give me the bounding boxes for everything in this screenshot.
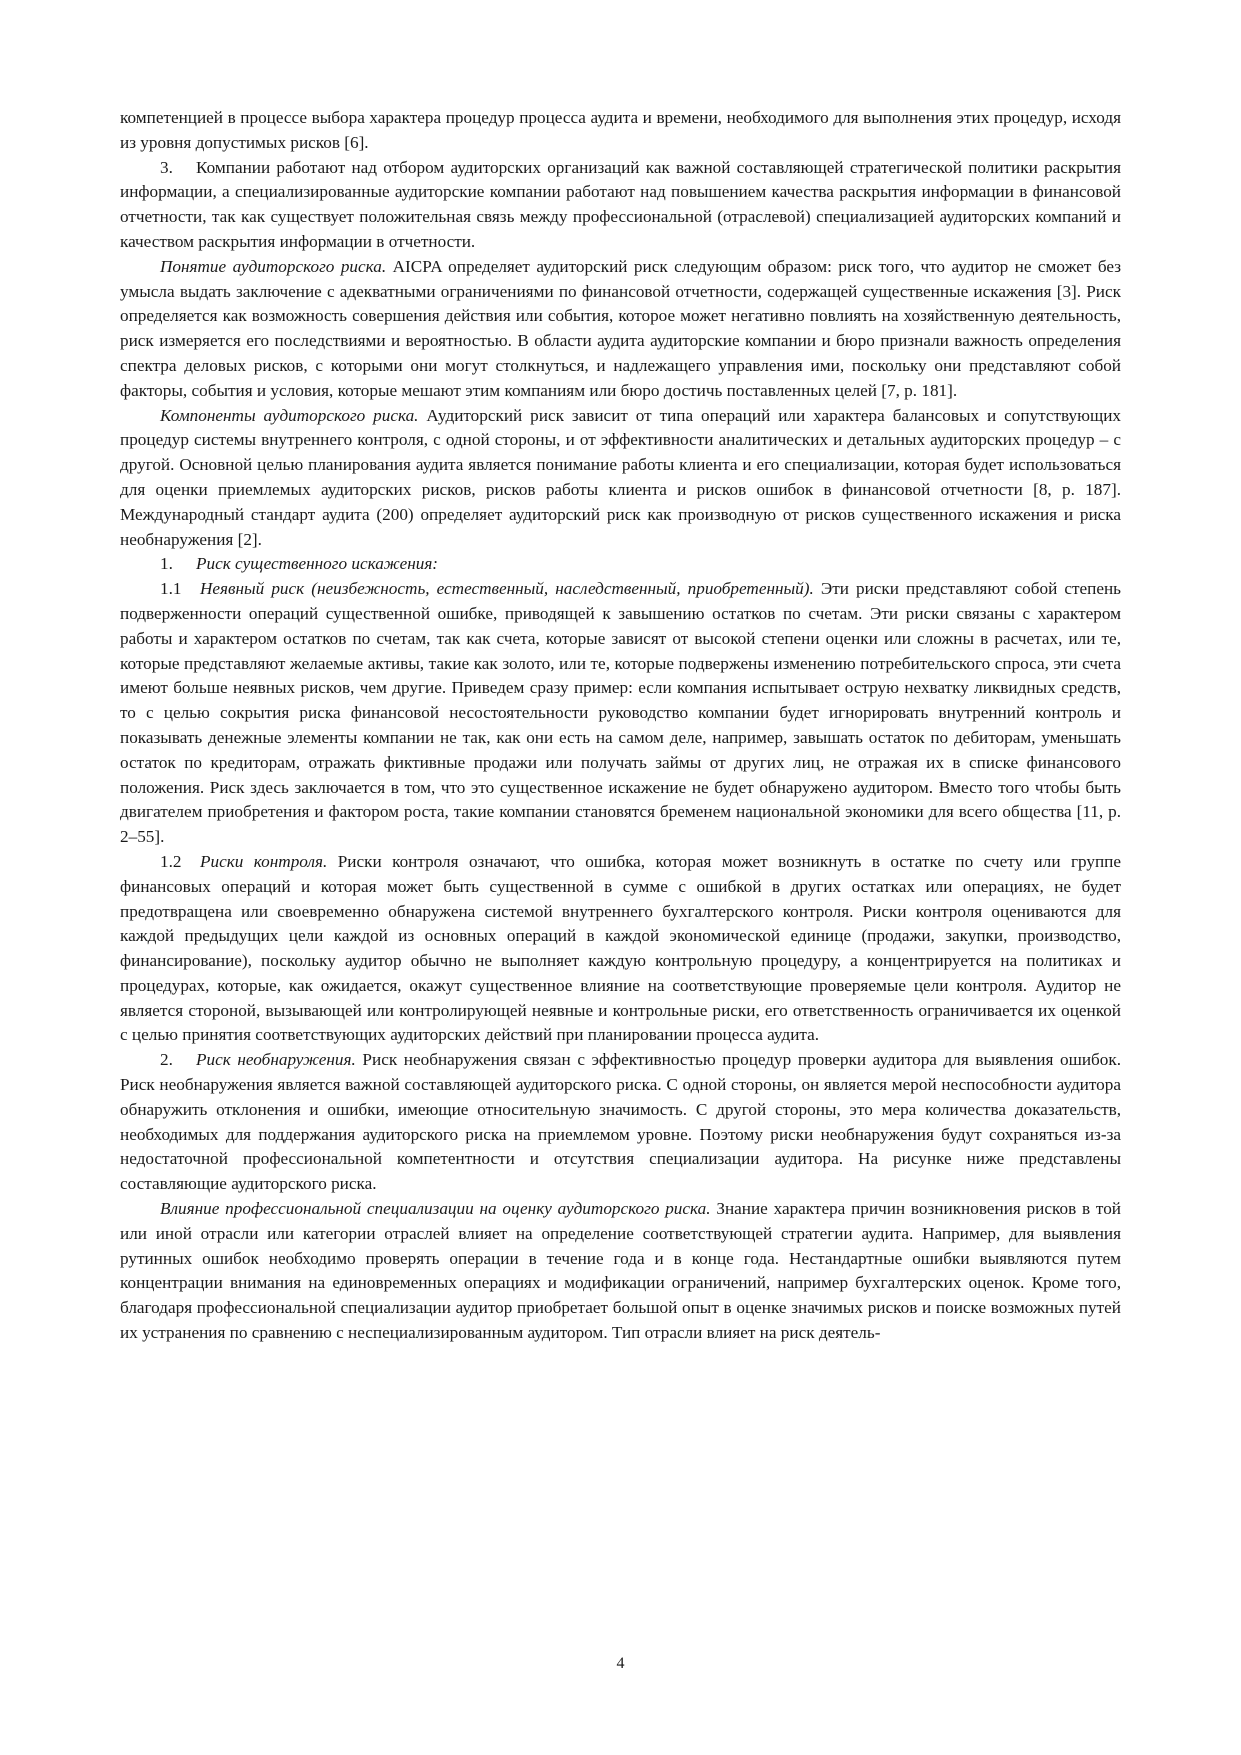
paragraph-text: AICPA определяет аудиторский риск следующим образом: риск того, что аудитор не сможет без умысла выдать заключение с адекватными ограничениями по финансовой отчетности, содержащей существенные искажения [3]. Риск определяется как возможность совершения действия или события, которое может негативно повлиять на хозяйственную деятельность, риск измеряется его последствиями и вероятностью. В области аудита аудиторские компании и бюро признали важность определения спектра деловых рисков, с которыми они могут столкнуться, и надлежащего управления ими, поскольку они представляют собой факторы, события и условия, которые мешают этим компаниям или бюро достичь поставленных целей [7, p. 181].	[120, 256, 1122, 400]
list-item-2	[120, 1048, 1121, 1197]
document-page	[120, 106, 1121, 1346]
paragraph-heading: Неявный риск (неизбежность, естественный, наследственный, приобретенный).	[200, 579, 814, 599]
list-item-number: 1.1	[160, 579, 182, 599]
paragraph-text: Эти риски представляют собой степень подверженности операций существенной ошибке, приводящей к завышению остатков по счетам. Эти риски связаны с характером работы и характером остатков по счетам, так как счета, которые зависят от высокой степени оценки или сложны в расчетах, или те, которые представляют желаемые активы, такие как золото, или те, которые подвержены изменению потребительского спроса, эти счета имеют больше неявных рисков, чем другие. Приведем сразу пример: если компания испытывает острую нехватку ликвидных средств, то с целью сокрытия риска финансовой несостоятельности руководство компании будет игнорировать внутренний контроль и показывать денежные элементы компании не так, как они есть на самом деле, например, завышать остаток по дебиторам, уменьшать остаток по кредиторам, отражать фиктивные продажи или получать займы от других лиц, не отражая их в списке финансового положения. Риск здесь заключается в том, что это существенное искажение не будет обнаружено аудитором. Вместо того чтобы быть двигателем приобретения и фактором роста, такие компании становятся бременем национальной экономики для всего общества [11, p. 2–55].	[120, 579, 1122, 847]
paragraph-heading: Влияние профессиональной специализации на оценку аудиторского риска.	[160, 1199, 711, 1219]
paragraph-heading: Компоненты аудиторского риска.	[160, 405, 419, 425]
paragraph-text: Компании работают над отбором аудиторских организаций как важной составляющей стратегической политики раскрытия информации, а специализированные аудиторские компании работают над повышением качества раскрытия информации в финансовой отчетности, так как существует положительная связь между профессиональной (отраслевой) специализацией аудиторских компаний и качеством раскрытия информации в отчетности.	[120, 157, 1121, 251]
paragraph-heading: Риск существенного искажения:	[196, 554, 439, 574]
paragraph-heading: Риски контроля.	[200, 851, 328, 871]
list-item-number: 1.2	[160, 851, 182, 871]
list-item-number: 3.	[160, 157, 173, 177]
page-number: 4	[616, 1655, 625, 1672]
paragraph-audit-risk-components	[120, 404, 1121, 553]
paragraph-text: Аудиторский риск зависит от типа операций или характера балансовых и сопутствующих процедур системы внутреннего контроля, с одной стороны, и от эффективности аналитических и детальных аудиторских процедур – с другой. Основной целью планирования аудита является понимание работы клиента и его специализации, которая будет использоваться для оценки приемлемых аудиторских рисков, рисков работы клиента и рисков ошибок в финансовой отчетности [8, p. 187]. Международный стандарт аудита (200) определяет аудиторский риск как производную от рисков существенного искажения и риска необнаружения [2].	[120, 405, 1121, 549]
list-item-1-2	[120, 850, 1121, 1048]
list-item-3	[120, 156, 1121, 255]
list-item-number: 1.	[160, 554, 173, 574]
paragraph-audit-risk-concept	[120, 255, 1121, 404]
paragraph-text: Риск необнаружения связан с эффективностью процедур проверки аудитора для выявления ошибок. Риск необнаружения является важной составляющей аудиторского риска. С одной стороны, он является мерой неспособности аудитора обнаружить отклонения и ошибки, имеющие относительную значимость. С другой стороны, это мера количества доказательств, необходимых для поддержания аудиторского риска на приемлемом уровне. Поэтому риски необнаружения будут сохраняться из-за недостаточной профессиональной компетентности и отсутствия специализации аудитора. На рисунке ниже представлены составляющие аудиторского риска.	[120, 1050, 1122, 1194]
paragraph-text: компетенцией в процессе выбора характера процедур процесса аудита и времени, необходимого для выполнения этих процедур, исходя из уровня допустимых рисков [6].	[120, 108, 1121, 152]
list-item-1	[120, 552, 1121, 577]
list-item-1-1	[120, 577, 1121, 850]
paragraph-continued	[120, 106, 1121, 156]
list-item-number: 2.	[160, 1050, 173, 1070]
paragraph-text: Риски контроля означают, что ошибка, которая может возникнуть в остатке по счету или группе финансовых операций и которая может быть существенной в сумме с ошибкой в других остатках или операциях, не будет предотвращена или своевременно обнаружена системой внутреннего бухгалтерского контроля. Риски контроля оцениваются для каждой предыдущих цели каждой из основных операций в каждой экономической единице (продажи, закупки, производство, финансирование), поскольку аудитор обычно не выполняет каждую контрольную процедуру, а концентрируется на политиках и процедурах, которые, как ожидается, окажут существенное влияние на соответствующие проверяемые цели контроля. Аудитор не является стороной, вызывающей или контролирующей неявные и контрольные риски, его ответственность ограничивается их оценкой с целью принятия соответствующих аудиторских действий при планировании процесса аудита.	[120, 851, 1122, 1045]
paragraph-text: Знание характера причин возникновения рисков в той или иной отрасли или категории отраслей влияет на определение соответствующей стратегии аудита. Например, для выявления рутинных ошибок необходимо проверять операции в течение года и в конце года. Нестандартные ошибки выявляются путем концентрации внимания на единовременных операциях и модификации ограничений, например бухгалтерских оценок. Кроме того, благодаря профессиональной специализации аудитор приобретает большой опыт в оценке значимых рисков и поиске возможных путей их устранения по сравнению с неспециализированным аудитором. Тип отрасли влияет на риск деятель-	[120, 1199, 1121, 1343]
paragraph-heading: Понятие аудиторского риска.	[160, 256, 387, 276]
paragraph-heading: Риск необнаружения.	[196, 1050, 356, 1070]
paragraph-specialization-influence	[120, 1197, 1121, 1346]
